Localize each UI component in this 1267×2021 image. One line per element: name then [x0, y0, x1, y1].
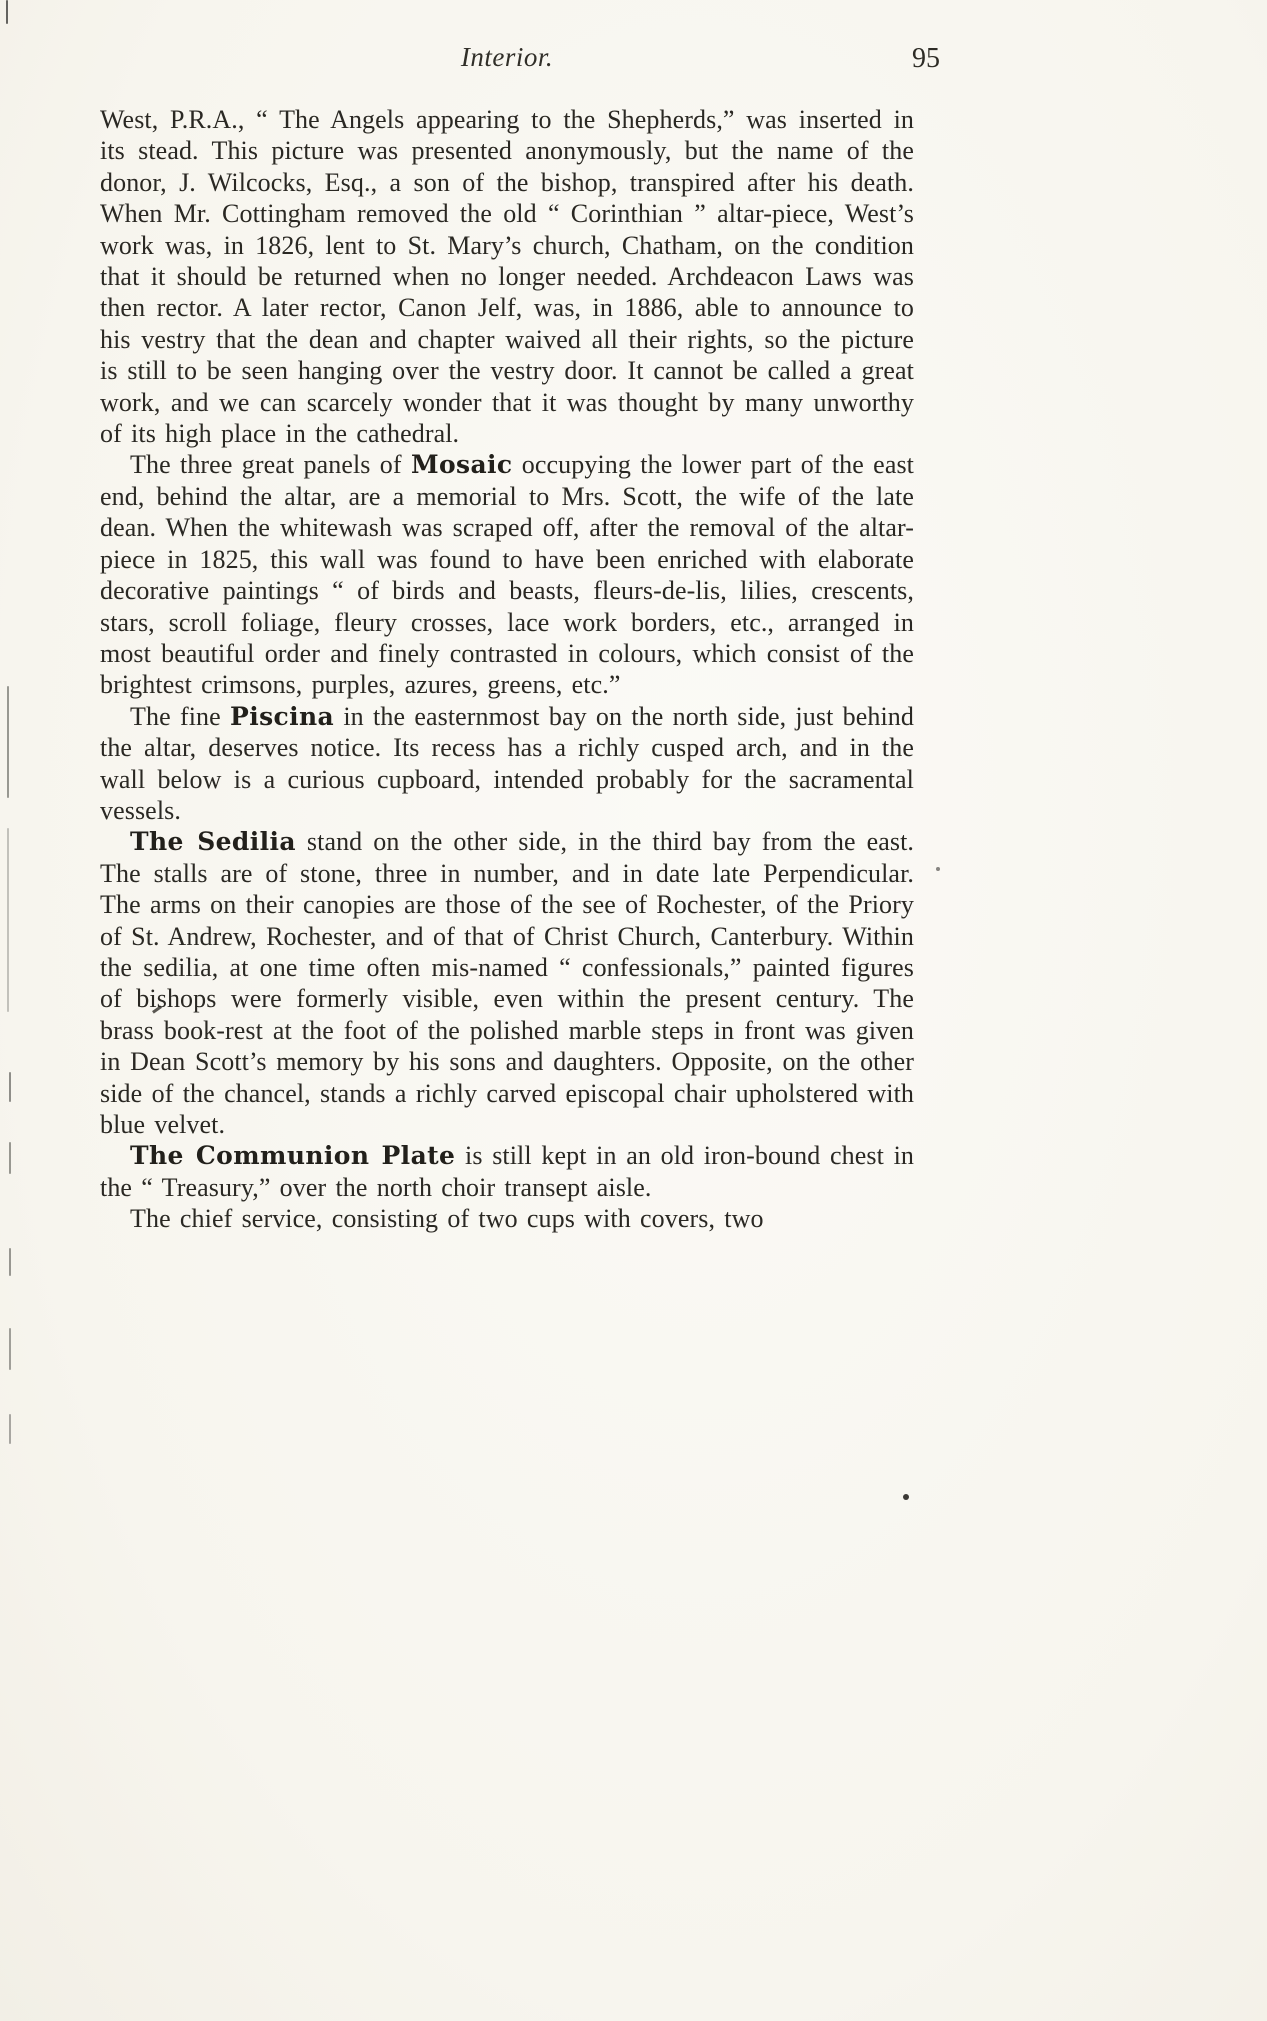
- scan-edge-mark: [9, 1414, 11, 1444]
- paragraph-text: West, P.R.A., “ The Angels appearing to the Shepherds,” was inserted in its stead. This picture was presented anonymously, but the name of the donor, J. Wilcocks, Esq., a son of the bishop, transpired after his death. When Mr. Cottingham removed the old “ Corinthian ” altar-piece, West’s work was, in 1826, lent to St. Mary’s church, Chatham, on the condition that it should be returned when no longer needed. Archdeacon Laws was then rector. A later rector, Canon Jelf, was, in 1886, able to announce to his vestry that the dean and chapter waived all their rights, so the picture is still to be seen hanging over the vestry door. It cannot be called a great work, and we can scarcely wonder that it was thought by many unworthy of its high place in the cathedral.: [100, 105, 914, 449]
- paragraph-text: The chief service, consisting of two cups with covers, two: [130, 1204, 764, 1234]
- paragraph-mosaic: [100, 449, 914, 700]
- page-content: [100, 42, 940, 1235]
- page-number: 95: [912, 43, 940, 74]
- scan-edge-mark: [7, 686, 9, 798]
- scan-edge-mark: [9, 1142, 11, 1174]
- paragraph-text: occupying the lower part of the east end, behind the altar, are a memorial to Mrs. Scott, the wife of the late dean. When the whitewash was scraped off, after the removal of the altar-piece in 1825, this wall was found to have been enriched with elaborate decorative paintings “ of birds and beasts, fleurs-de-lis, lilies, crescents, stars, scroll foliage, fleury crosses, lace work borders, etc., arranged in most beautiful order and finely contrasted in colours, which consist of the brightest crimsons, purples, azures, greens, etc.”: [100, 450, 914, 700]
- paragraph-sedilia: [100, 826, 914, 1140]
- paragraph-west-altarpiece: [100, 104, 914, 449]
- paragraph-text: The three great panels of: [130, 450, 411, 480]
- scan-edge-mark: [9, 1328, 11, 1370]
- scan-speck: [936, 867, 940, 871]
- paragraph-chief-service: [100, 1203, 914, 1234]
- paragraph-piscina: [100, 701, 914, 827]
- paragraph-text: in the easternmost bay on the north side, just behind the altar, deserves notice. Its recess has a richly cusped arch, and in the wall below is a curious cupboard, intended probably for the sacramental vessels.: [100, 701, 914, 825]
- paragraph-text: is still kept in an old iron-bound chest in the “ Treasury,” over the north choir transept aisle.: [100, 1141, 914, 1202]
- paragraph-text: The fine: [130, 701, 231, 731]
- term-the-sedilia: The Sedilia: [130, 827, 296, 857]
- scan-edge-mark: [9, 1248, 11, 1276]
- paragraph-text: stand on the other side, in the third bay from the east. The stalls are of stone, three in number, and in date late Perpendicular. The arms on their canopies are those of the see of Rochester, of the Priory of St. Andrew, Rochester, and of that of Christ Church, Canterbury. Within the sedilia, at one time often mis-named “ confessionals,” painted figures of bishops were formerly visible, even within the present century. The brass book-rest at the foot of the polished marble steps in front was given in Dean Scott’s memory by his sons and daughters. Opposite, on the other side of the chancel, stands a richly carved episcopal chair upholstered with blue velvet.: [100, 827, 914, 1139]
- scan-edge-mark: [6, 0, 8, 24]
- term-the-communion-plate: The Communion Plate: [130, 1141, 456, 1171]
- term-mosaic: Mosaic: [410, 450, 513, 480]
- paragraph-communion-plate: [100, 1140, 914, 1203]
- running-header: [100, 42, 940, 76]
- body-text: [100, 104, 914, 1235]
- scan-speck: [903, 1494, 909, 1500]
- scan-edge-mark: [7, 828, 9, 1012]
- running-title: Interior.: [460, 42, 554, 72]
- scan-edge-mark: [9, 1072, 11, 1102]
- term-piscina: Piscina: [230, 701, 335, 731]
